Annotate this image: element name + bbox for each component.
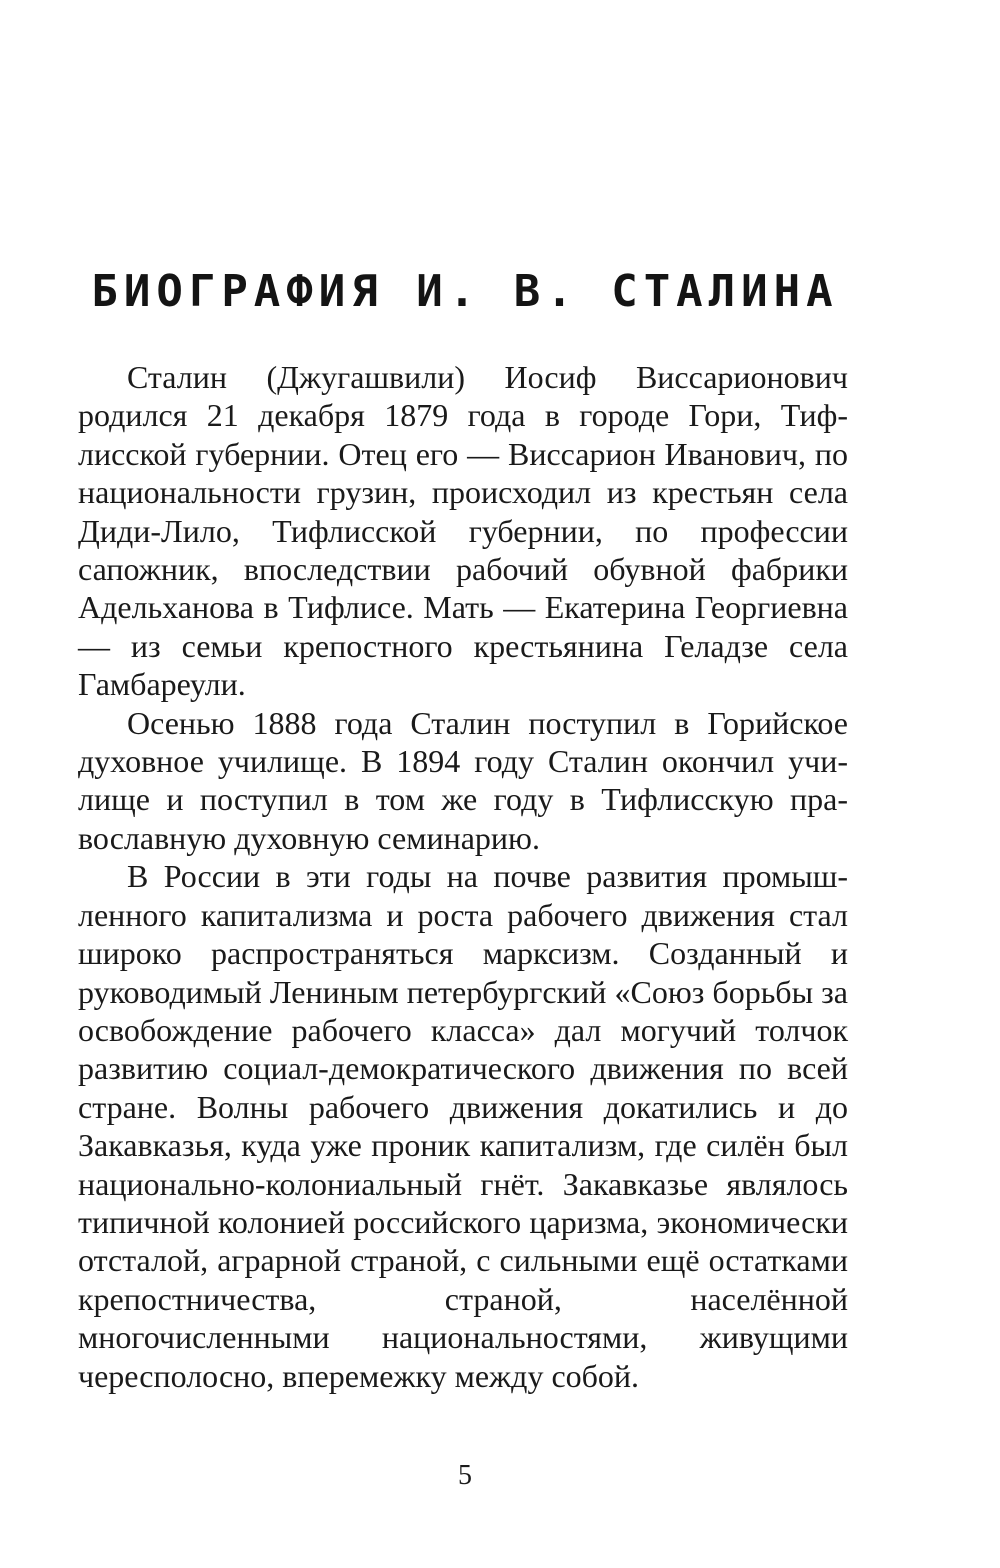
paragraph-education: Осенью 1888 года Сталин поступил в Горийское духовное училище. В 1894 году Сталин окончил училище и поступил в том же году в Тифлисскую православную духовную семинарию. — [78, 704, 848, 856]
page-number: 5 — [458, 1460, 472, 1491]
chapter-body — [78, 358, 848, 1395]
paragraph-birth: Сталин (Джугашвили) Иосиф Виссарионович родился 21 декабря 1879 года в городе Гори, Тифлисской губернии. Отец его — Виссарион Иванович, по национальности грузин, происходил из крестьян села Диди-Лило, Тифлисской губернии, по профессии сапожник, впоследствии рабочий обувной фабрики Адельханова в Тифлисе. Мать — Екатерина Георгиевна — из семьи крепостного крестьянина Геладзе села Гамбареули. — [78, 359, 848, 703]
paragraph-marxism: В России в эти годы на почве развития промышленного капитализма и роста рабочего движения стал широко распространяться марксизм. Созданный и руководимый Лениным петербургский «Союз борьбы за освобождение рабочего класса» дал могучий толчок развитию социал-демократического движения по всей стране. Волны рабочего движения докатились и до Закавказья, куда уже проник капитализм, где силён был национально-колониальный гнёт. Закавказье являлось типичной колонией российского царизма, экономически отсталой, аграрной страной, с сильными ещё остатками крепостничества, страной, населённой многочисленными национальностями, живущими чересполосно, вперемежку между собой. — [78, 858, 848, 1394]
chapter-title: БИОГРАФИЯ И. В. СТАЛИНА — [91, 266, 839, 317]
